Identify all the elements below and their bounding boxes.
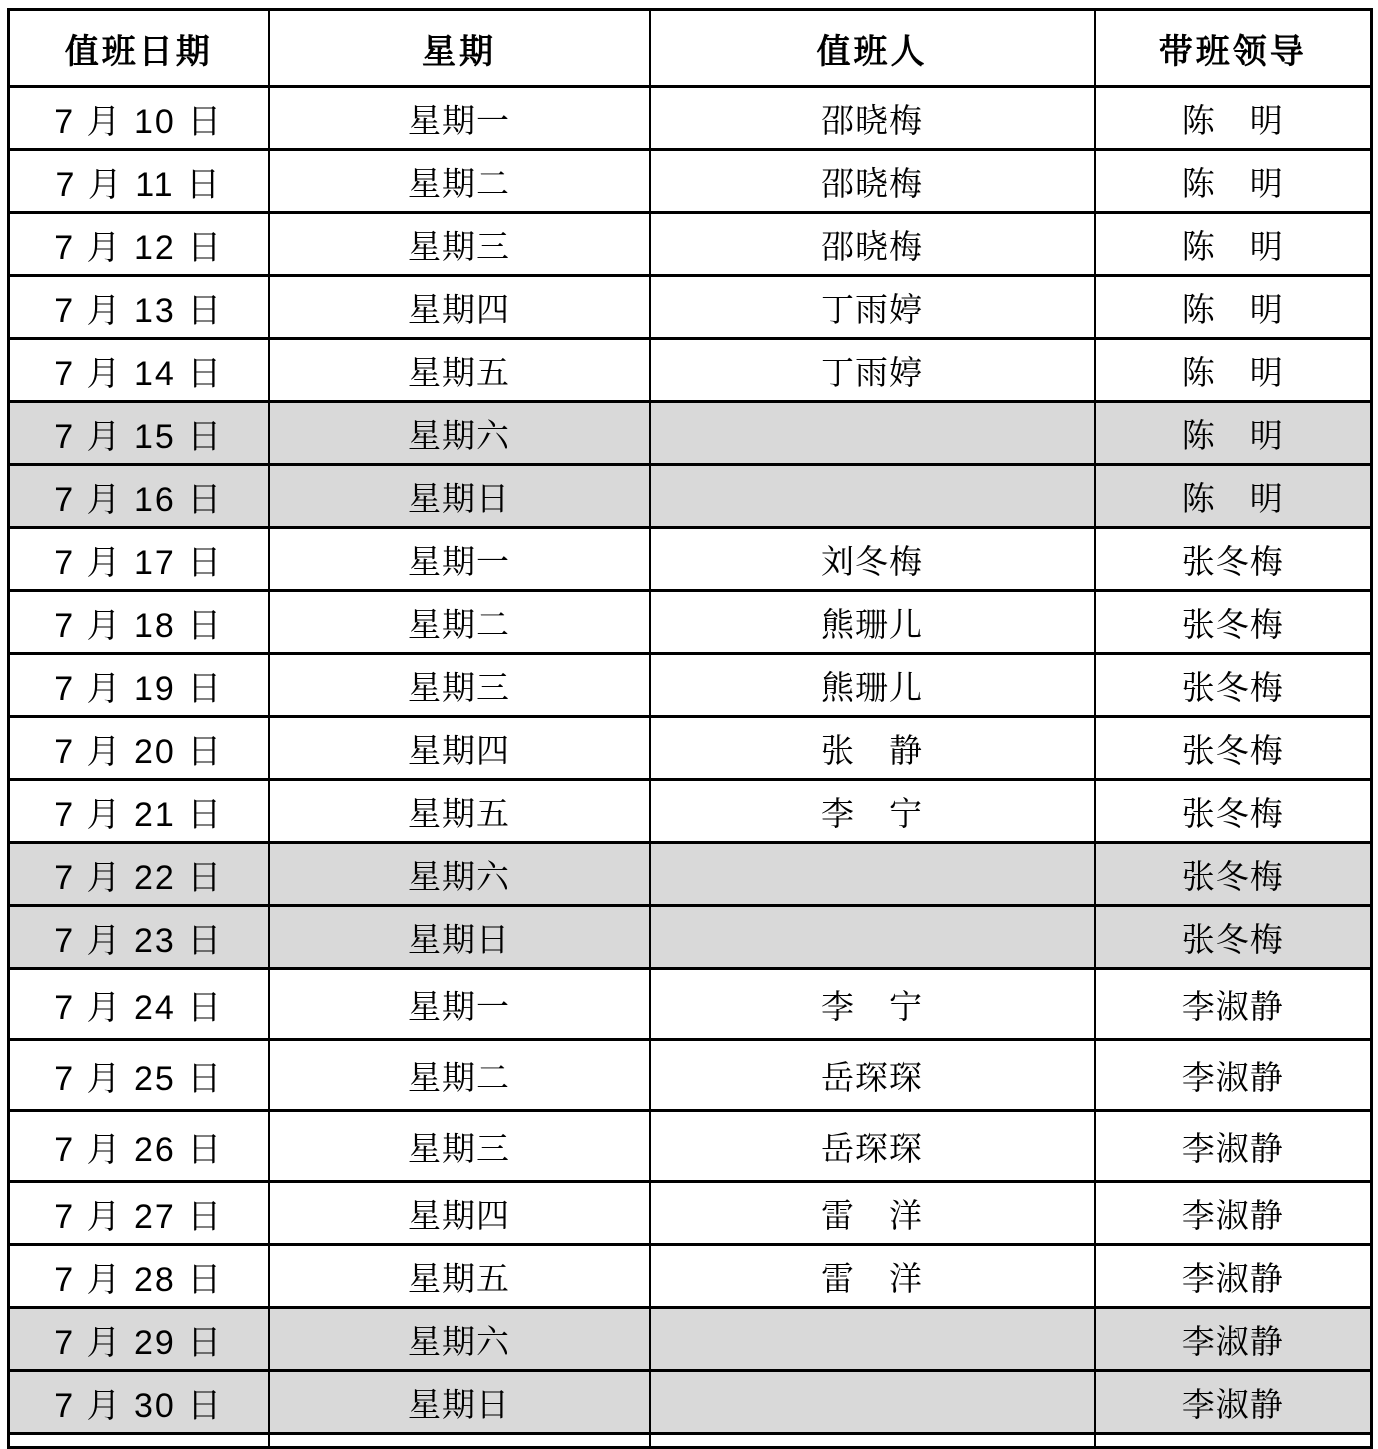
cell-duty-person: 刘冬梅 [650, 528, 1095, 591]
cell-weekday: 星期二 [269, 1040, 650, 1111]
cell-leader: 张冬梅 [1095, 780, 1372, 843]
cell-duty-date: 7 月 18 日 [9, 591, 269, 654]
cell-duty-person: 张 静 [650, 717, 1095, 780]
cell-weekday: 星期三 [269, 1111, 650, 1182]
cell-duty-date: 7 月 16 日 [9, 465, 269, 528]
cell-duty-date: 7 月 21 日 [9, 780, 269, 843]
cell-leader: 李淑静 [1095, 1371, 1372, 1434]
cell-leader: 李淑静 [1095, 1245, 1372, 1308]
table-row [9, 654, 1372, 717]
cell-duty-person [650, 843, 1095, 906]
cell-duty-date: 7 月 10 日 [9, 87, 269, 150]
cell-duty-person: 邵晓梅 [650, 213, 1095, 276]
header-duty-date: 值班日期 [9, 10, 269, 87]
cell-duty-person: 丁雨婷 [650, 276, 1095, 339]
cell-duty-person: 熊珊儿 [650, 654, 1095, 717]
cell-duty-person: 雷 洋 [650, 1182, 1095, 1245]
cell-weekday: 星期一 [269, 87, 650, 150]
table-row [9, 87, 1372, 150]
cell-duty-date: 7 月 26 日 [9, 1111, 269, 1182]
cell-leader: 张冬梅 [1095, 717, 1372, 780]
cell-weekday: 星期四 [269, 717, 650, 780]
cell-weekday: 星期一 [269, 528, 650, 591]
cell-duty-person [650, 1308, 1095, 1371]
table-row [9, 339, 1372, 402]
table-row [9, 213, 1372, 276]
cell-duty-date: 7 月 11 日 [9, 150, 269, 213]
cell-leader: 陈 明 [1095, 402, 1372, 465]
cell-leader: 李淑静 [1095, 1040, 1372, 1111]
table-row [9, 969, 1372, 1040]
cell-duty-date: 7 月 24 日 [9, 969, 269, 1040]
cell-leader: 陈 明 [1095, 150, 1372, 213]
cell-duty-date: 7 月 15 日 [9, 402, 269, 465]
cell-duty-person: 李 宁 [650, 969, 1095, 1040]
cell-leader: 陈 明 [1095, 213, 1372, 276]
cell-duty-date: 7 月 17 日 [9, 528, 269, 591]
table-body [9, 87, 1372, 1448]
cell-weekday: 星期五 [269, 1245, 650, 1308]
cell-weekday: 星期三 [269, 213, 650, 276]
table-row [9, 717, 1372, 780]
cell-duty-date: 7 月 13 日 [9, 276, 269, 339]
cell-weekday: 星期四 [269, 1182, 650, 1245]
cell-leader: 张冬梅 [1095, 528, 1372, 591]
table-row [9, 1182, 1372, 1245]
cell-weekday: 星期一 [269, 969, 650, 1040]
cell-weekday: 星期二 [269, 591, 650, 654]
cell-duty-date: 7 月 23 日 [9, 906, 269, 969]
cell-duty-date: 7 月 27 日 [9, 1182, 269, 1245]
cell-duty-person: 丁雨婷 [650, 339, 1095, 402]
cell-duty-date: 7 月 30 日 [9, 1371, 269, 1434]
cell-leader: 陈 明 [1095, 276, 1372, 339]
cell-leader: 李淑静 [1095, 1308, 1372, 1371]
cell-duty-person [650, 465, 1095, 528]
cell-leader: 李淑静 [1095, 1111, 1372, 1182]
table-row [9, 528, 1372, 591]
table-row [9, 150, 1372, 213]
cell-duty-person [650, 1434, 1095, 1448]
cell-duty-date: 7 月 14 日 [9, 339, 269, 402]
cell-duty-date: 7 月 22 日 [9, 843, 269, 906]
cell-leader: 张冬梅 [1095, 654, 1372, 717]
header-duty-person: 值班人 [650, 10, 1095, 87]
cell-duty-date: 7 月 28 日 [9, 1245, 269, 1308]
cell-leader: 张冬梅 [1095, 843, 1372, 906]
cell-weekday [269, 1434, 650, 1448]
table-row [9, 1308, 1372, 1371]
cell-duty-person: 李 宁 [650, 780, 1095, 843]
cell-leader: 张冬梅 [1095, 906, 1372, 969]
cell-duty-person: 岳琛琛 [650, 1111, 1095, 1182]
table-row [9, 465, 1372, 528]
cell-duty-person: 岳琛琛 [650, 1040, 1095, 1111]
table-row [9, 780, 1372, 843]
cell-leader: 陈 明 [1095, 87, 1372, 150]
table-row [9, 276, 1372, 339]
cell-duty-person: 邵晓梅 [650, 150, 1095, 213]
cell-weekday: 星期五 [269, 339, 650, 402]
cell-duty-person [650, 1371, 1095, 1434]
table-row [9, 1434, 1372, 1448]
cell-weekday: 星期四 [269, 276, 650, 339]
table-row [9, 843, 1372, 906]
cell-leader: 张冬梅 [1095, 591, 1372, 654]
table-row [9, 402, 1372, 465]
cell-leader: 李淑静 [1095, 1182, 1372, 1245]
cell-duty-person [650, 402, 1095, 465]
cell-weekday: 星期日 [269, 465, 650, 528]
cell-weekday: 星期日 [269, 1371, 650, 1434]
cell-duty-person [650, 906, 1095, 969]
cell-leader: 陈 明 [1095, 339, 1372, 402]
cell-duty-date: 7 月 19 日 [9, 654, 269, 717]
cell-weekday: 星期二 [269, 150, 650, 213]
header-leader: 带班领导 [1095, 10, 1372, 87]
cell-duty-person: 邵晓梅 [650, 87, 1095, 150]
cell-weekday: 星期六 [269, 843, 650, 906]
table-row [9, 591, 1372, 654]
cell-leader [1095, 1434, 1372, 1448]
cell-duty-person: 雷 洋 [650, 1245, 1095, 1308]
table-row [9, 1245, 1372, 1308]
table-header-row [9, 10, 1372, 87]
table-row [9, 1111, 1372, 1182]
cell-weekday: 星期三 [269, 654, 650, 717]
cell-weekday: 星期日 [269, 906, 650, 969]
header-weekday: 星期 [269, 10, 650, 87]
cell-weekday: 星期六 [269, 402, 650, 465]
cell-leader: 陈 明 [1095, 465, 1372, 528]
cell-weekday: 星期五 [269, 780, 650, 843]
cell-duty-date: 7 月 20 日 [9, 717, 269, 780]
cell-duty-date: 7 月 25 日 [9, 1040, 269, 1111]
cell-duty-date: 7 月 29 日 [9, 1308, 269, 1371]
table-row [9, 1040, 1372, 1111]
table-row [9, 906, 1372, 969]
duty-schedule-page [7, 8, 1373, 1449]
cell-duty-date [9, 1434, 269, 1448]
cell-weekday: 星期六 [269, 1308, 650, 1371]
duty-schedule-table [7, 8, 1373, 1449]
cell-leader: 李淑静 [1095, 969, 1372, 1040]
cell-duty-person: 熊珊儿 [650, 591, 1095, 654]
cell-duty-date: 7 月 12 日 [9, 213, 269, 276]
table-row [9, 1371, 1372, 1434]
